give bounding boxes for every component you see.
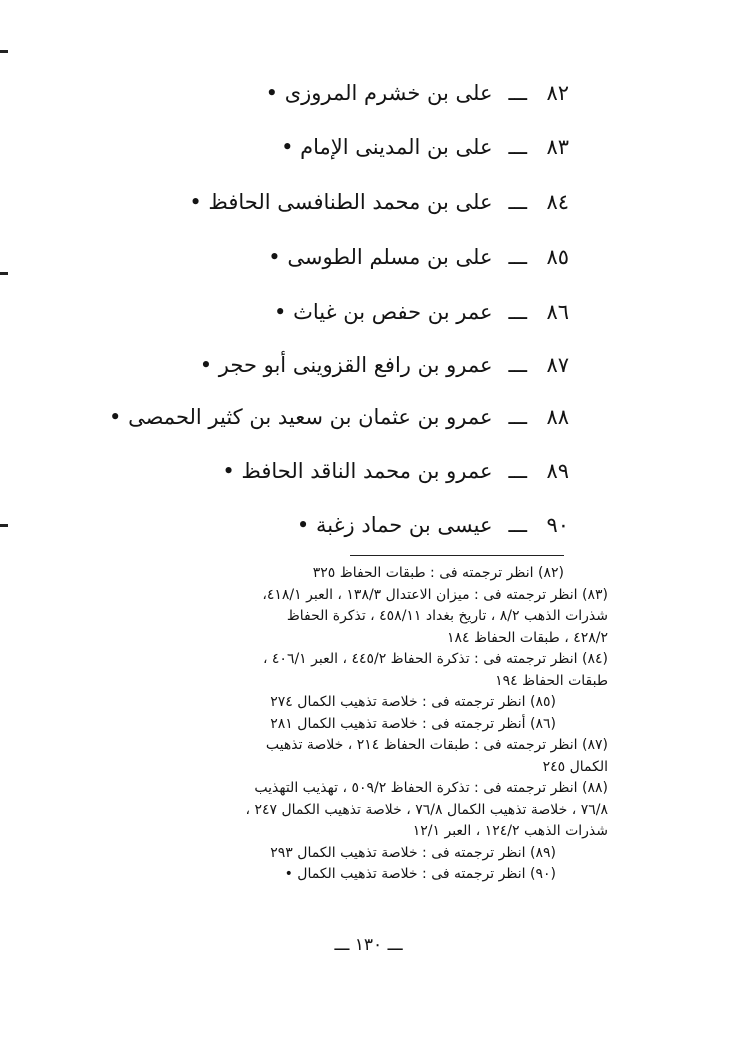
footnote-line: طبقات الحفاظ ١٩٤ (495, 672, 608, 689)
entry-name: عمرو بن رافع القزوينى أبو حجر • (199, 353, 493, 377)
footnote-line: (٨٩) انظر ترجمته فى : خلاصة تذهيب الكمال ٢٩٣ (270, 844, 556, 861)
entry-87 (200, 352, 569, 378)
entry-dash: ـــ (508, 459, 527, 483)
entry-number: ٨٧ (546, 353, 569, 377)
footnote-line: ٤٢٨/٢ ، طبقات الحفاظ ١٨٤ (446, 629, 608, 646)
entry-name: عمرو بن محمد الناقد الحافظ • (222, 459, 493, 483)
entry-number: ٨٥ (546, 245, 569, 269)
entry-dash: ـــ (508, 513, 527, 537)
entry-dash: ـــ (508, 353, 527, 377)
page-number: ـــ ١٣٠ ـــ (334, 935, 403, 955)
entry-dash: ـــ (508, 190, 527, 214)
entry-name: على بن خشرم المروزى • (265, 81, 493, 105)
entry-86 (274, 299, 569, 325)
entry-name: عمرو بن عثمان بن سعيد بن كثير الحمصى • (109, 405, 493, 429)
entry-89 (222, 458, 569, 484)
entry-name: عمر بن حفص بن غياث • (274, 300, 493, 324)
entry-88 (109, 404, 569, 430)
entry-number: ٩٠ (546, 513, 569, 537)
footnote-line: شذرات الذهب ٨/٢ ، تاريخ بغداد ٤٥٨/١١ ، تذكرة الحفاظ (286, 608, 608, 624)
entry-number: ٨٤ (546, 190, 569, 214)
margin-mark (0, 272, 8, 275)
entry-dash: ـــ (508, 405, 527, 429)
entry-number: ٨٨ (546, 405, 569, 429)
entry-name: عيسى بن حماد زغبة • (296, 513, 493, 537)
margin-mark (0, 50, 8, 53)
entry-dash: ـــ (508, 81, 527, 105)
footnote-line: (٨٨) انظر ترجمته فى : تذكرة الحفاظ ٥٠٩/٢ ، تهذيب التهذيب (254, 780, 608, 796)
entry-number: ٨٢ (546, 81, 569, 105)
entry-name: على بن محمد الطنافسى الحافظ • (189, 190, 493, 214)
entry-number: ٨٦ (546, 300, 569, 324)
footnote-line: الكمال ٢٤٥ (542, 758, 608, 775)
margin-mark (0, 524, 8, 527)
footnote-line: (٩٠) انظر ترجمته فى : خلاصة تذهيب الكمال • (284, 866, 556, 882)
footnote-line: (٨٧) انظر ترجمته فى : طبقات الحفاظ ٢١٤ ، خلاصة تذهيب (265, 737, 608, 753)
footnote-line: ٧٦/٨ ، خلاصة تذهيب الكمال ٧٦/٨ ، خلاصة تذهيب الكمال ٢٤٧ ، (245, 801, 608, 818)
footnote-line: (٨٥) انظر ترجمته فى : خلاصة تذهيب الكمال ٢٧٤ (270, 694, 556, 710)
entry-90 (297, 512, 569, 538)
entry-dash: ـــ (508, 300, 527, 324)
entry-dash: ـــ (508, 135, 527, 159)
entry-number: ٨٣ (546, 135, 569, 159)
entry-number: ٨٩ (546, 459, 569, 483)
entry-85 (268, 244, 569, 270)
footnote-line: (٨٦) أنظر ترجمته فى : خلاصة تذهيب الكمال ٢٨١ (270, 715, 556, 732)
footnote-line: (٨٣) انظر ترجمته فى : ميزان الاعتدال ١٣٨/٣ ، العبر ٤١٨/١، (262, 586, 608, 603)
entry-dash: ـــ (508, 245, 527, 269)
footnote-line: (٨٤) انظر ترجمته فى : تذكرة الحفاظ ٤٤٥/٢ ، العبر ٤٠٦/١ ، (262, 651, 608, 667)
entry-84 (189, 189, 569, 215)
footnote-line: شذرات الذهب ١٢٤/٢ ، العبر ١٢/١ (412, 823, 608, 839)
entry-82 (266, 80, 569, 106)
footnote-divider (350, 555, 564, 556)
footnotes (90, 563, 608, 886)
entry-name: على بن المدينى الإمام • (281, 135, 493, 159)
footnote-line: (٨٢) انظر ترجمته فى : طبقات الحفاظ ٣٢٥ (312, 565, 564, 581)
entry-name: على بن مسلم الطوسى • (268, 245, 493, 269)
entry-83 (281, 134, 569, 160)
